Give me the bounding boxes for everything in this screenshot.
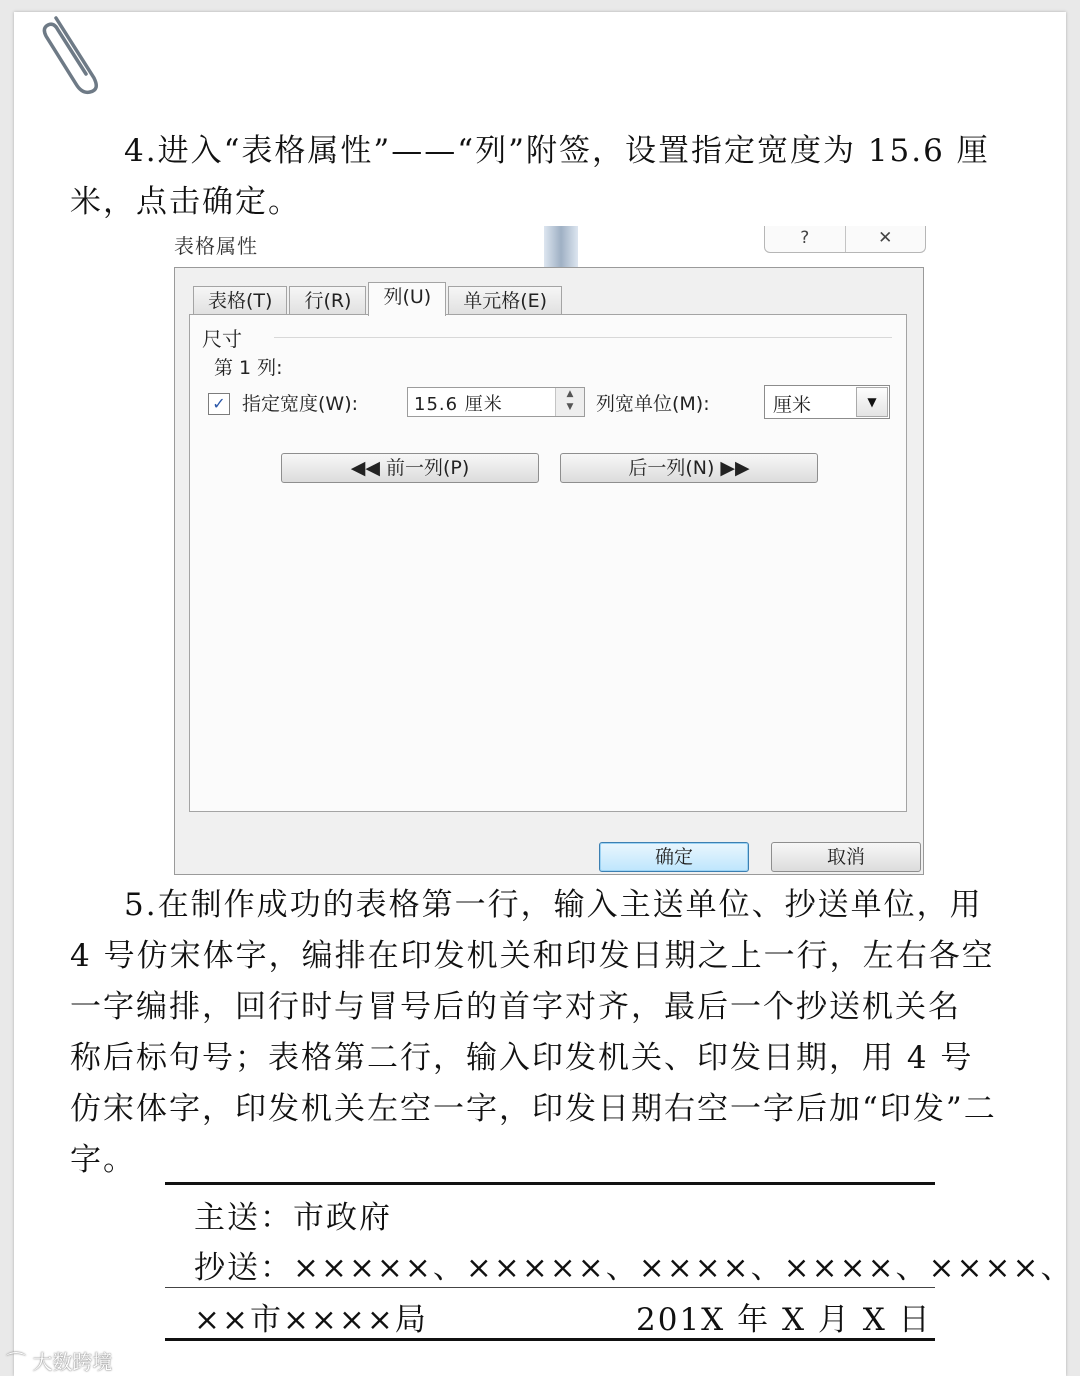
table-bottom-rule — [165, 1338, 935, 1341]
watermark-text: 大数跨境 — [32, 1350, 113, 1374]
step5-line1: 5.在制作成功的表格第一行，输入主送单位、抄送单位，用 — [124, 887, 983, 923]
tab-cell[interactable]: 单元格(E) — [448, 286, 562, 315]
watermark-logo-icon: ⌒ — [6, 1350, 26, 1374]
dropdown-arrow-icon[interactable]: ▼ — [856, 387, 888, 417]
spin-arrows-icon[interactable]: ▲ ▼ — [555, 388, 584, 416]
step5-line6: 字。 — [70, 1142, 136, 1178]
cc-recipients: 抄送：×××××、×××××、××××、××××、××××、 — [194, 1250, 1074, 1286]
table-top-rule — [165, 1182, 935, 1185]
width-spinbox[interactable] — [407, 387, 585, 417]
tab-table[interactable]: 表格(T) — [193, 286, 287, 315]
help-icon[interactable]: ? — [800, 228, 810, 248]
step5-line4: 称后标句号；表格第二行，输入印发机关、印发日期，用 4 号 — [70, 1040, 974, 1076]
table-properties-dialog — [174, 267, 924, 875]
ok-button[interactable]: 确定 — [599, 842, 749, 872]
issuing-office: ××市××××局 — [194, 1302, 428, 1338]
watermark — [6, 1346, 112, 1375]
step4-paragraph — [70, 126, 990, 228]
step4-line1: 4.进入“表格属性”——“列”附签，设置指定宽度为 15.6 厘 — [124, 133, 990, 169]
step4-line2: 米，点击确定。 — [70, 184, 301, 220]
tab-strip — [193, 283, 564, 315]
step5-paragraph — [70, 880, 997, 1186]
tab-row[interactable]: 行(R) — [289, 286, 366, 315]
unit-select[interactable] — [764, 385, 890, 419]
paperclip-icon — [36, 12, 106, 96]
unit-label: 列宽单位(M): — [596, 393, 710, 415]
previous-column-button[interactable]: ◀◀ 前一列(P) — [281, 453, 539, 483]
column-tab-panel — [189, 314, 907, 812]
column-number-label: 第 1 列: — [214, 357, 283, 379]
unit-value: 厘米 — [773, 394, 812, 416]
step5-line2: 4 号仿宋体字，编排在印发机关和印发日期之上一行，左右各空 — [70, 938, 995, 974]
issue-date: 201X 年 X 月 X 日 — [636, 1302, 932, 1338]
step5-line3: 一字编排，回行时与冒号后的首字对齐，最后一个抄送机关名 — [70, 989, 961, 1025]
group-divider — [274, 337, 892, 338]
cancel-button[interactable]: 取消 — [771, 842, 921, 872]
main-recipient: 主送：市政府 — [194, 1200, 392, 1236]
size-group-label: 尺寸 — [202, 327, 242, 351]
window-controls — [764, 226, 926, 253]
next-column-button[interactable]: 后一列(N) ▶▶ — [560, 453, 818, 483]
specify-width-label: 指定宽度(W): — [242, 393, 359, 415]
dialog-title: 表格属性 — [174, 234, 258, 258]
width-value: 15.6 厘米 — [414, 394, 503, 415]
close-icon[interactable]: ✕ — [845, 226, 926, 252]
tab-column[interactable]: 列(U) — [368, 282, 446, 316]
table-middle-rule — [165, 1287, 935, 1288]
step5-line5: 仿宋体字，印发机关左空一字，印发日期右空一字后加“印发”二 — [70, 1091, 997, 1127]
specify-width-checkbox[interactable]: ✓ — [208, 393, 230, 415]
document-page — [14, 12, 1074, 1376]
